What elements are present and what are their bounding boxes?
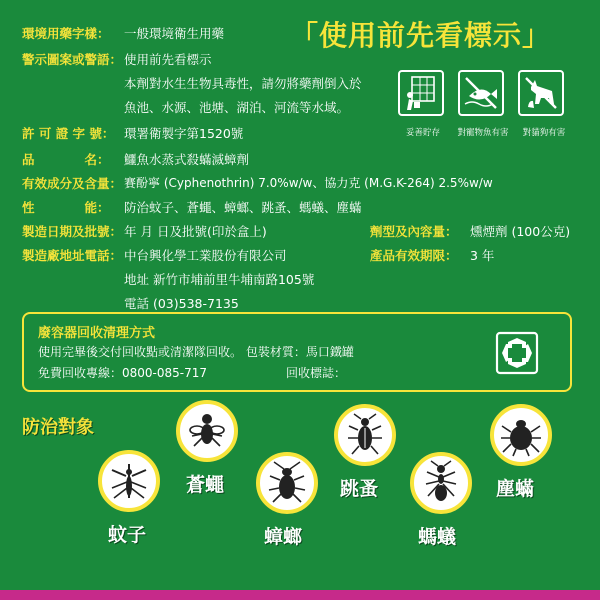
icon-caption-storage: 妥善貯存 bbox=[405, 128, 440, 138]
field-value-warning: 使用前先看標示 bbox=[124, 52, 212, 67]
field-label-license: 許 可 證 字 號： bbox=[22, 126, 115, 141]
shelf-life-label: 產品有效期限： bbox=[370, 248, 458, 263]
ant-icon bbox=[410, 452, 472, 514]
manufacturer-address: 地址 新竹市埔前里牛埔南路105號 bbox=[124, 272, 315, 287]
field-value-product-name: 鱷魚水蒸式殺蟎滅蟑劑 bbox=[124, 152, 250, 167]
field-label-manufacture-date: 製造日期及批號： bbox=[22, 224, 123, 239]
field-label-warning: 警示圖案或警語： bbox=[22, 52, 123, 67]
fly-icon bbox=[176, 400, 238, 462]
field-label-product-name: 品 名： bbox=[22, 152, 110, 167]
bottom-band bbox=[0, 590, 600, 600]
field-label-category: 環境用藥字樣： bbox=[22, 26, 110, 41]
recycle-title: 廢容器回收清理方式 bbox=[38, 326, 156, 341]
pest-heading: 防治對象 bbox=[22, 417, 94, 438]
icon-caption-fish: 對寵物魚有害 bbox=[457, 128, 509, 138]
icon-caption-pets: 對貓狗有害 bbox=[522, 128, 566, 138]
no-fish-icon bbox=[458, 70, 504, 116]
cockroach-icon bbox=[256, 452, 318, 514]
warning-line-2: 魚池、水源、池塘、湖泊、河流等水域。 bbox=[124, 100, 350, 115]
field-value-license: 環署衛製字第1520號 bbox=[124, 126, 244, 141]
warning-line-1: 本劑對水生生物具毒性，請勿將藥劑倒入於 bbox=[124, 76, 362, 91]
field-value-manufacture-date: 年 月 日及批號(印於盒上) bbox=[124, 224, 267, 239]
flea-icon bbox=[334, 404, 396, 466]
field-value-ingredients: 賽酚寧 (Cyphenothrin) 7.0%w/w、協力克 (M.G.K-264) 2.5%w/w bbox=[124, 176, 493, 190]
dosage-value: 燻煙劑 (100公克) bbox=[470, 224, 571, 239]
field-label-ingredients: 有效成分及含量： bbox=[22, 176, 123, 191]
recycle-hotline: 免費回收專線：0800-085-717 bbox=[38, 366, 208, 380]
dosage-label: 劑型及內容量： bbox=[370, 224, 458, 239]
pest-name-flea: 跳蚤 bbox=[340, 478, 379, 500]
warning-title: 「使用前先看標示」 bbox=[290, 19, 552, 52]
pest-name-cockroach: 蟑螂 bbox=[264, 526, 303, 548]
pest-name-fly: 蒼蠅 bbox=[186, 474, 225, 496]
recycle-icon bbox=[494, 330, 540, 376]
field-value-category: 一般環境衛生用藥 bbox=[124, 26, 225, 41]
pest-name-dust-mite: 塵蟎 bbox=[496, 478, 535, 500]
field-value-manufacturer: 中台興化學工業股份有限公司 bbox=[124, 248, 287, 263]
locked-storage-icon bbox=[398, 70, 444, 116]
recycle-instructions: 使用完畢後交付回收點或清潔隊回收。 包裝材質：馬口鐵罐 bbox=[38, 345, 354, 359]
pest-name-mosquito: 蚊子 bbox=[108, 524, 147, 546]
field-label-function: 性 能： bbox=[22, 200, 110, 215]
pest-name-ant: 螞蟻 bbox=[418, 526, 457, 548]
manufacturer-phone: 電話 (03)538-7135 bbox=[124, 296, 239, 311]
field-value-function: 防治蚊子、蒼蠅、蟑螂、跳蚤、螞蟻、塵蟎 bbox=[124, 200, 362, 215]
recycle-mark-label: 回收標誌： bbox=[286, 366, 347, 380]
field-label-manufacturer: 製造廠地址電話： bbox=[22, 248, 123, 263]
shelf-life-value: 3 年 bbox=[470, 248, 495, 263]
no-pets-icon bbox=[518, 70, 564, 116]
mosquito-icon bbox=[98, 450, 160, 512]
dust-mite-icon bbox=[490, 404, 552, 466]
